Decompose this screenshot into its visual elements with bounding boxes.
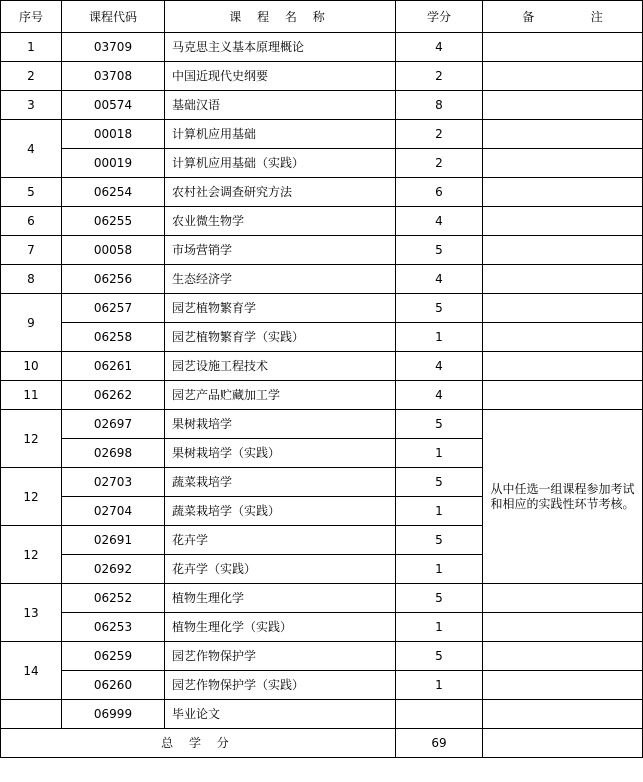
- total-label: 总 学 分: [1, 729, 396, 758]
- header-code: 课程代码: [62, 1, 165, 33]
- credit-cell: 4: [396, 33, 483, 62]
- code-cell: 02691: [62, 526, 165, 555]
- name-cell: 果树栽培学（实践）: [165, 439, 396, 468]
- header-name: 课 程 名 称: [165, 1, 396, 33]
- name-cell: 农村社会调查研究方法: [165, 178, 396, 207]
- name-cell: 生态经济学: [165, 265, 396, 294]
- credit-cell: 5: [396, 642, 483, 671]
- code-cell: 02704: [62, 497, 165, 526]
- seq-cell: 11: [1, 381, 62, 410]
- credit-cell: 1: [396, 439, 483, 468]
- elective-note: 从中任选一组课程参加考试和相应的实践性环节考核。: [483, 410, 643, 584]
- table-row: [1, 671, 643, 700]
- remark-cell: [483, 671, 643, 700]
- code-cell: 02703: [62, 468, 165, 497]
- name-cell: 园艺产品贮藏加工学: [165, 381, 396, 410]
- credit-cell: 2: [396, 149, 483, 178]
- header-seq: 序号: [1, 1, 62, 33]
- credit-cell: 4: [396, 381, 483, 410]
- name-cell: 园艺作物保护学: [165, 642, 396, 671]
- remark-cell: [483, 62, 643, 91]
- seq-cell: 12: [1, 526, 62, 584]
- seq-cell: 5: [1, 178, 62, 207]
- table-row: [1, 700, 643, 729]
- table-row: [1, 265, 643, 294]
- credit-cell: 2: [396, 62, 483, 91]
- code-cell: 00019: [62, 149, 165, 178]
- name-cell: 花卉学（实践）: [165, 555, 396, 584]
- table-row: [1, 410, 643, 439]
- table-row: [1, 642, 643, 671]
- name-cell: 中国近现代史纲要: [165, 62, 396, 91]
- remark-cell: [483, 120, 643, 149]
- name-cell: 基础汉语: [165, 91, 396, 120]
- name-cell: 植物生理化学: [165, 584, 396, 613]
- code-cell: 06254: [62, 178, 165, 207]
- code-cell: 06256: [62, 265, 165, 294]
- table-row: [1, 323, 643, 352]
- code-cell: 03709: [62, 33, 165, 62]
- table-row: [1, 149, 643, 178]
- seq-cell: 3: [1, 91, 62, 120]
- table-row: [1, 584, 643, 613]
- credit-cell: 1: [396, 497, 483, 526]
- seq-cell: 10: [1, 352, 62, 381]
- remark-cell: [483, 381, 643, 410]
- code-cell: 06999: [62, 700, 165, 729]
- code-cell: 06255: [62, 207, 165, 236]
- header-remark: 备 注: [483, 1, 643, 33]
- table-row: [1, 352, 643, 381]
- name-cell: 蔬菜栽培学（实践）: [165, 497, 396, 526]
- total-credit: 69: [396, 729, 483, 758]
- seq-cell: 4: [1, 120, 62, 178]
- credit-cell: 2: [396, 120, 483, 149]
- remark-cell: [483, 642, 643, 671]
- seq-cell: 12: [1, 468, 62, 526]
- credit-cell: 5: [396, 584, 483, 613]
- remark-cell: [483, 613, 643, 642]
- credit-cell: 8: [396, 91, 483, 120]
- code-cell: 06253: [62, 613, 165, 642]
- seq-cell: [1, 700, 62, 729]
- table-row: [1, 91, 643, 120]
- code-cell: 02698: [62, 439, 165, 468]
- name-cell: 果树栽培学: [165, 410, 396, 439]
- seq-cell: 14: [1, 642, 62, 700]
- credit-cell: 4: [396, 207, 483, 236]
- header-credit: 学分: [396, 1, 483, 33]
- table-row: [1, 207, 643, 236]
- table-row: [1, 120, 643, 149]
- remark-cell: [483, 207, 643, 236]
- table-row: [1, 62, 643, 91]
- name-cell: 园艺植物繁育学（实践）: [165, 323, 396, 352]
- remark-cell: [483, 33, 643, 62]
- code-cell: 06260: [62, 671, 165, 700]
- table-row: [1, 294, 643, 323]
- seq-cell: 9: [1, 294, 62, 352]
- name-cell: 农业微生物学: [165, 207, 396, 236]
- credit-cell: 4: [396, 265, 483, 294]
- total-row: [1, 729, 643, 758]
- header-row: [1, 1, 643, 33]
- code-cell: 00058: [62, 236, 165, 265]
- name-cell: 计算机应用基础: [165, 120, 396, 149]
- table-row: [1, 613, 643, 642]
- code-cell: 06257: [62, 294, 165, 323]
- seq-cell: 8: [1, 265, 62, 294]
- code-cell: 06252: [62, 584, 165, 613]
- name-cell: 园艺植物繁育学: [165, 294, 396, 323]
- credit-cell: 1: [396, 323, 483, 352]
- credit-cell: 1: [396, 555, 483, 584]
- seq-cell: 12: [1, 410, 62, 468]
- seq-cell: 2: [1, 62, 62, 91]
- name-cell: 园艺作物保护学（实践）: [165, 671, 396, 700]
- total-remark-cell: [483, 729, 643, 758]
- table-row: [1, 381, 643, 410]
- table-row: [1, 33, 643, 62]
- name-cell: 花卉学: [165, 526, 396, 555]
- remark-cell: [483, 149, 643, 178]
- credit-cell: 5: [396, 526, 483, 555]
- name-cell: 市场营销学: [165, 236, 396, 265]
- remark-cell: [483, 91, 643, 120]
- name-cell: 蔬菜栽培学: [165, 468, 396, 497]
- remark-cell: [483, 323, 643, 352]
- credit-cell: 5: [396, 410, 483, 439]
- remark-cell: [483, 178, 643, 207]
- name-cell: 毕业论文: [165, 700, 396, 729]
- code-cell: 06258: [62, 323, 165, 352]
- table-row: [1, 178, 643, 207]
- name-cell: 园艺设施工程技术: [165, 352, 396, 381]
- remark-cell: [483, 584, 643, 613]
- seq-cell: 7: [1, 236, 62, 265]
- code-cell: 06262: [62, 381, 165, 410]
- credit-cell: 5: [396, 236, 483, 265]
- code-cell: 06259: [62, 642, 165, 671]
- name-cell: 计算机应用基础（实践）: [165, 149, 396, 178]
- remark-cell: [483, 352, 643, 381]
- name-cell: 马克思主义基本原理概论: [165, 33, 396, 62]
- credit-cell: 4: [396, 352, 483, 381]
- code-cell: 03708: [62, 62, 165, 91]
- code-cell: 02697: [62, 410, 165, 439]
- code-cell: 06261: [62, 352, 165, 381]
- seq-cell: 13: [1, 584, 62, 642]
- seq-cell: 6: [1, 207, 62, 236]
- credit-cell: [396, 700, 483, 729]
- remark-cell: [483, 265, 643, 294]
- credit-cell: 5: [396, 468, 483, 497]
- code-cell: 00018: [62, 120, 165, 149]
- remark-cell: [483, 236, 643, 265]
- table-row: [1, 236, 643, 265]
- credit-cell: 6: [396, 178, 483, 207]
- seq-cell: 1: [1, 33, 62, 62]
- code-cell: 00574: [62, 91, 165, 120]
- credit-cell: 1: [396, 671, 483, 700]
- code-cell: 02692: [62, 555, 165, 584]
- remark-cell: [483, 700, 643, 729]
- credit-cell: 1: [396, 613, 483, 642]
- name-cell: 植物生理化学（实践）: [165, 613, 396, 642]
- credit-cell: 5: [396, 294, 483, 323]
- remark-cell: [483, 294, 643, 323]
